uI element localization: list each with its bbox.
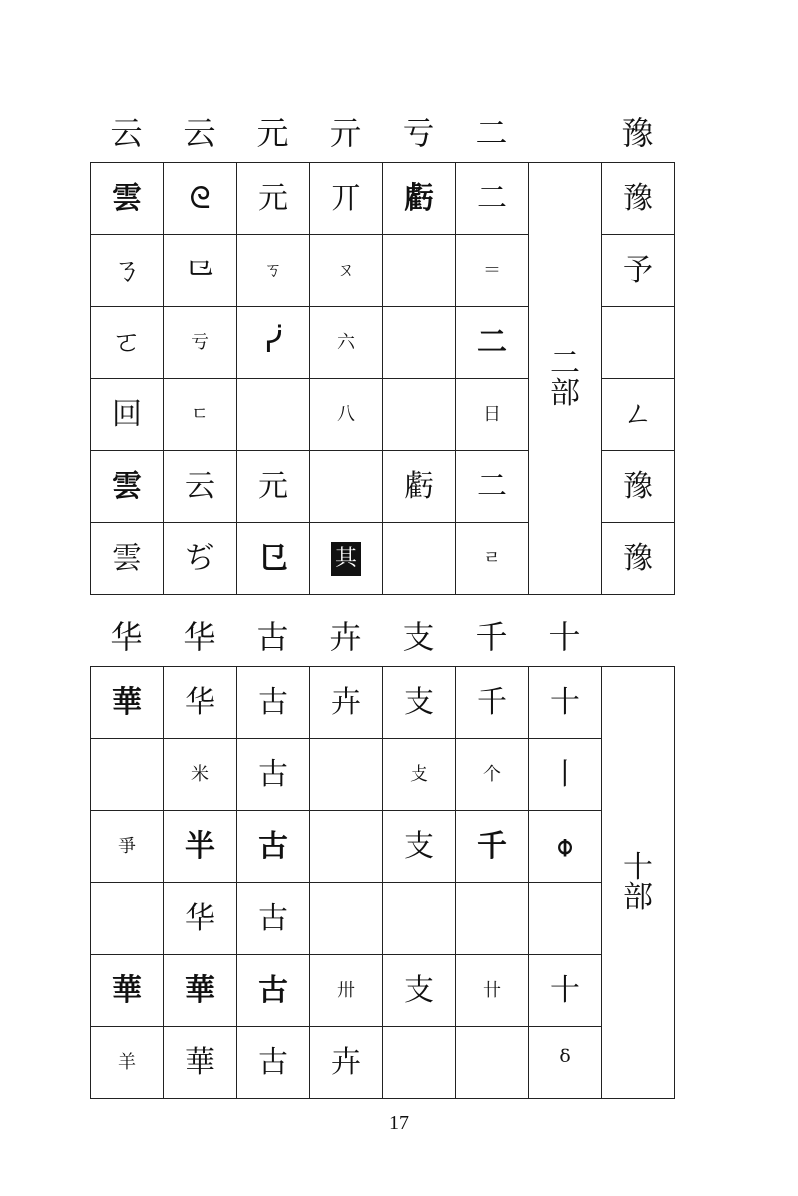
glyph-cell xyxy=(383,307,456,379)
seal-glyph: 其 xyxy=(331,542,361,576)
glyph-cell: 二 xyxy=(456,163,529,235)
glyph-cell xyxy=(456,883,529,955)
glyph-cell: 古 xyxy=(237,811,310,883)
glyph-cell: 丨 xyxy=(529,739,602,811)
glyph-cell: 虧 xyxy=(383,451,456,523)
top-header-1: 云 xyxy=(110,114,143,152)
glyph-cell xyxy=(237,379,310,451)
table-row xyxy=(91,739,675,811)
top-header-5: 亏 xyxy=(402,114,435,152)
table-row xyxy=(91,955,675,1027)
glyph-cell: 八 xyxy=(310,379,383,451)
glyph-cell: 華 xyxy=(91,667,164,739)
table-row xyxy=(91,883,675,955)
glyph-cell: 支 xyxy=(383,955,456,1027)
glyph-cell xyxy=(310,883,383,955)
glyph-cell: 華 xyxy=(91,955,164,1027)
glyph-cell: 亏 xyxy=(164,307,237,379)
glyph-cell: ㄡ xyxy=(310,235,383,307)
table-row xyxy=(91,163,675,235)
table-row xyxy=(91,667,675,739)
glyph-cell: ㄛ xyxy=(91,307,164,379)
glyph-cell: 云 xyxy=(164,451,237,523)
glyph-cell: 卅 xyxy=(310,955,383,1027)
glyph-cell xyxy=(383,883,456,955)
glyph-cell: ㄥ xyxy=(602,379,675,451)
bottom-header-4: 卉 xyxy=(329,618,362,656)
bottom-header-7: 十 xyxy=(548,618,581,656)
radical-label-cell xyxy=(529,163,602,595)
glyph-cell: 爭 xyxy=(91,811,164,883)
glyph-cell: 卄 xyxy=(456,955,529,1027)
glyph-cell xyxy=(383,523,456,595)
glyph-cell: 支 xyxy=(383,811,456,883)
glyph-cell: 豫 xyxy=(602,163,675,235)
top-header-2: 云 xyxy=(183,114,216,152)
glyph-cell: 㔾 xyxy=(237,523,310,595)
glyph-cell: 华 xyxy=(164,667,237,739)
top-header-4: 亓 xyxy=(329,114,362,152)
bottom-character-table xyxy=(90,666,675,1099)
glyph-cell: ㄎ xyxy=(237,235,310,307)
glyph-cell: ぢ xyxy=(164,523,237,595)
glyph-cell: 千 xyxy=(456,667,529,739)
glyph-cell: 攴 xyxy=(383,739,456,811)
glyph-cell: 丌 xyxy=(310,163,383,235)
glyph-cell: ㄹ xyxy=(456,523,529,595)
radical-word: 部 xyxy=(623,879,653,915)
glyph-cell xyxy=(310,811,383,883)
glyph-cell xyxy=(310,739,383,811)
glyph-cell: 回 xyxy=(91,379,164,451)
glyph-cell xyxy=(529,883,602,955)
radical-label-cell xyxy=(602,667,675,1099)
glyph-cell: 支 xyxy=(383,667,456,739)
glyph-cell: 二 xyxy=(456,451,529,523)
table-row xyxy=(91,1027,675,1099)
glyph-cell: 千 xyxy=(456,811,529,883)
glyph-cell: 豫 xyxy=(602,523,675,595)
glyph-cell: 古 xyxy=(237,667,310,739)
glyph-cell: 卉 xyxy=(310,1027,383,1099)
radical-char: 十 xyxy=(623,849,653,885)
glyph-cell: ᘓ xyxy=(164,163,237,235)
glyph-cell xyxy=(383,235,456,307)
glyph-cell: ⺋ xyxy=(164,235,237,307)
glyph-cell xyxy=(383,379,456,451)
glyph-cell: 日 xyxy=(456,379,529,451)
radical-word: 部 xyxy=(550,375,580,411)
glyph-cell: 华 xyxy=(164,883,237,955)
glyph-cell xyxy=(456,1027,529,1099)
bottom-header-3: 古 xyxy=(256,618,289,656)
page-number: 17 xyxy=(389,1112,409,1134)
glyph-cell: 虧 xyxy=(383,163,456,235)
glyph-cell: 元 xyxy=(237,451,310,523)
glyph-cell: 古 xyxy=(237,739,310,811)
glyph-cell: 半 xyxy=(164,811,237,883)
glyph-cell: 十 xyxy=(529,667,602,739)
glyph-cell: 華 xyxy=(164,955,237,1027)
glyph-cell: ㄋ xyxy=(91,235,164,307)
glyph-cell xyxy=(602,307,675,379)
glyph-cell: 个 xyxy=(456,739,529,811)
glyph-cell: 古 xyxy=(237,883,310,955)
glyph-cell: 二 xyxy=(456,307,529,379)
top-header-row xyxy=(90,110,674,156)
glyph-cell: 予 xyxy=(602,235,675,307)
table-row xyxy=(91,811,675,883)
glyph-cell: 羊 xyxy=(91,1027,164,1099)
glyph-cell: ㄷ xyxy=(164,379,237,451)
glyph-cell: 米 xyxy=(164,739,237,811)
top-header-8: 豫 xyxy=(621,114,654,152)
glyph-cell: 華 xyxy=(164,1027,237,1099)
radical-char: 二 xyxy=(550,345,580,381)
glyph-cell xyxy=(91,883,164,955)
glyph-cell: 雲 xyxy=(91,523,164,595)
glyph-cell: 豫 xyxy=(602,451,675,523)
glyph-cell: ᓰ xyxy=(237,307,310,379)
glyph-cell: 十 xyxy=(529,955,602,1027)
top-header-6: 二 xyxy=(475,114,508,152)
bottom-header-6: 千 xyxy=(475,618,508,656)
top-header-3: 元 xyxy=(256,114,289,152)
top-header-7 xyxy=(528,110,601,156)
glyph-cell: ⌽ xyxy=(529,811,602,883)
glyph-cell: 元 xyxy=(237,163,310,235)
bottom-header-row xyxy=(90,614,601,660)
glyph-cell: ᵟ xyxy=(529,1027,602,1099)
glyph-cell: 雲 xyxy=(91,163,164,235)
glyph-cell xyxy=(91,739,164,811)
glyph-cell: ＝ xyxy=(456,235,529,307)
glyph-cell xyxy=(383,1027,456,1099)
seal-cell xyxy=(310,523,383,595)
bottom-header-2: 华 xyxy=(183,618,216,656)
bottom-header-1: 华 xyxy=(110,618,143,656)
glyph-cell: 古 xyxy=(237,955,310,1027)
glyph-cell xyxy=(310,451,383,523)
glyph-cell: 卉 xyxy=(310,667,383,739)
glyph-cell: 古 xyxy=(237,1027,310,1099)
glyph-cell: 雲 xyxy=(91,451,164,523)
top-character-table xyxy=(90,162,675,595)
glyph-cell: 六 xyxy=(310,307,383,379)
bottom-header-5: 支 xyxy=(402,618,435,656)
